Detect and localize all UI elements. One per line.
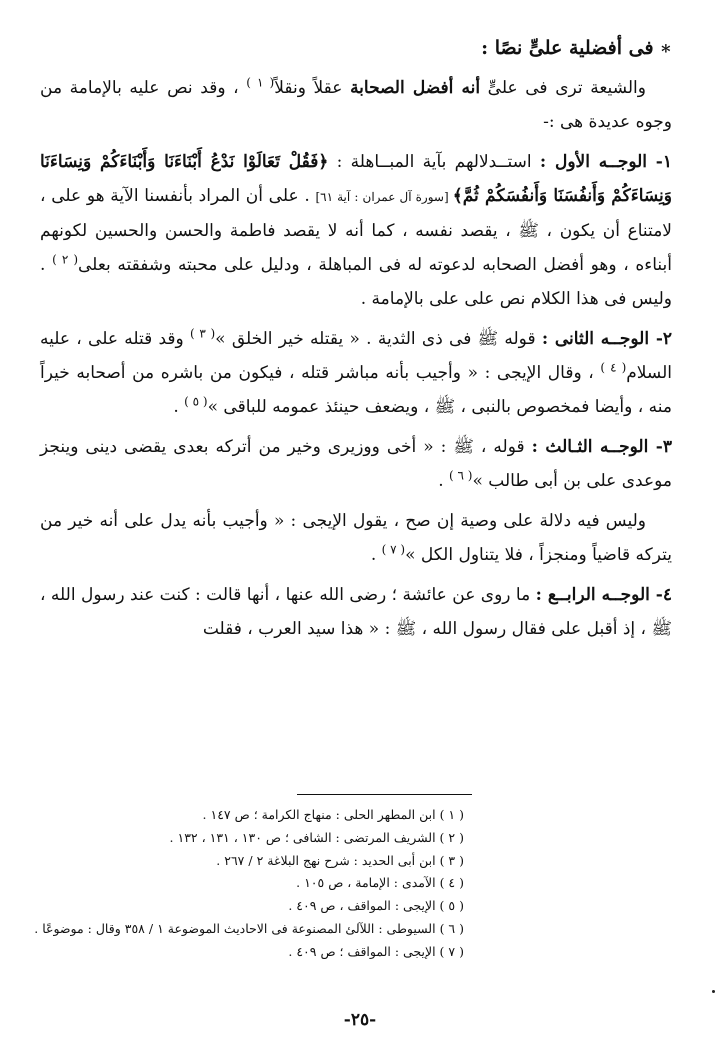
point-lead: ٤- الوجــه الرابــع : — [535, 585, 672, 605]
commentary-paragraph — [40, 504, 672, 572]
intro-emphasis: أنه أفضل الصحابة — [350, 78, 481, 98]
point-text: استــدلالهم بآية المبــاهلة : — [328, 152, 540, 172]
scan-mark — [712, 990, 715, 993]
point-text: . على أن المراد بأنفسنا الآية هو على ، لامتناع أن يكون ، ﷺ ، يقصد نفسه ، كما أنه لا يقصد فاطمة والحسن والحسين لكونهم أبناءه ، وهو أفضل الصحابه لدعوته له فى المباهلة ، ودليل على محبته وشفقته بعلى — [40, 186, 673, 275]
footnote-ref[interactable]: ( ٣ ) — [190, 326, 216, 341]
point-text: . — [173, 397, 185, 417]
footnote-ref[interactable]: ( ٧ ) — [381, 542, 406, 557]
footnote-item: ( ٥ ) الإيجى : المواقف ، ص ٤٠٩ . — [288, 898, 464, 914]
quran-verse: ﴿فَقُلْ تَعَالَوْا نَدْعُ أَبْنَاءَنَا وَأَبْنَاءَكُمْ وَنِسَاءَنَا وَنِسَاءَكُمْ وَأَنفُسَنَا وَأَنفُسَكُمْ ثُمَّ﴾ — [40, 152, 672, 206]
point-lead: ١- الوجــه الأول : — [539, 152, 673, 172]
point-lead: ٢- الوجــه الثانى : — [541, 329, 673, 349]
page-number: -٢٥- — [343, 1010, 377, 1030]
point-text: قوله ، ﷺ : « أخى ووزيرى وخير من أتركه بعدى يقضى دينى وينجز موعدى على بن أبى طالب » — [40, 437, 672, 491]
point-1 — [40, 145, 672, 316]
footnote-item: ( ٦ ) السيوطى : اللآلئ المصنوعة فى الاحاديث الموضوعة ١ / ٣٥٨ وقال : موضوعًا . — [34, 920, 464, 936]
point-2 — [40, 322, 672, 424]
point-text: قوله ﷺ فى ذى الثدية . « يقتله خير الخلق » — [215, 329, 542, 349]
point-text: وقد قتله على ، عليه السلام — [40, 329, 672, 383]
commentary-text: وليس فيه دلالة على وصية إن صح ، يقول الإيجى : « وأجيب بأنه يدل على أنه خير من يتركه قاضياً ومنجزاً ، فلا يتناول الكل » — [40, 511, 672, 565]
footnote-item: ( ٤ ) الآمدى : الإمامة ، ص ١٠٥ . — [296, 875, 464, 891]
footnote-divider — [297, 794, 472, 795]
footnote-ref[interactable]: ( ٥ ) — [184, 394, 208, 409]
intro-text: ، وقد نص عليه بالإمامة من وجوه عديدة هى :- — [40, 78, 672, 132]
footnote-item: ( ١ ) ابن المطهر الحلى : منهاج الكرامة ؛ ص ١٤٧ . — [202, 807, 464, 822]
intro-text: عقلاً ونقلاً — [274, 78, 351, 98]
footnote-ref[interactable]: ( ٦ ) — [449, 468, 473, 483]
section-title: فى أفضلية علىٍّ نصًا : — [481, 37, 654, 59]
point-text: . — [438, 471, 450, 491]
footnote-ref[interactable]: ( ١ ) — [246, 75, 275, 90]
footnotes-list — [34, 804, 464, 964]
commentary-text: . — [370, 545, 382, 565]
point-4 — [40, 578, 672, 646]
point-text: . وليس فى هذا الكلام نص على على بالإمامة . — [40, 255, 672, 309]
point-lead: ٣- الوجــه الثـالث : — [531, 437, 673, 457]
star-mark: ∗ — [659, 38, 672, 59]
point-text: ، وقال الإيجى : « وأجيب بأنه مباشر قتله ، فيكون من باشره من أصحابه خيراً منه ، وأيضا فمخصوص بالنبى ، ﷺ ، ويضعف حينئذ عمومه للباقى » — [40, 363, 672, 417]
footnote-ref[interactable]: ( ٢ ) — [52, 252, 79, 267]
footnote-item: ( ٧ ) الإيجى : المواقف ؛ ص ٤٠٩ . — [288, 943, 464, 959]
point-3 — [40, 430, 672, 498]
intro-text: والشيعة ترى فى علىٍّ — [480, 78, 646, 98]
point-text: ما روى عن عائشة ؛ رضى الله عنها ، أنها قالت : كنت عند رسول الله ، ﷺ ، إذ أقبل على فقال رسول الله ، ﷺ : « هذا سيد العرب ، فقلت — [40, 585, 672, 639]
footnote-ref[interactable]: ( ٤ ) — [600, 360, 627, 375]
intro-paragraph — [40, 71, 672, 139]
footnote-item: ( ٣ ) ابن أبى الحديد : شرح نهج البلاغة ٢ / ٢٦٧ . — [216, 852, 464, 868]
section-heading — [40, 30, 672, 67]
footnote-item: ( ٢ ) الشريف المرتضى : الشافى ؛ ص ١٣٠ ، ١٣١ ، ١٣٢ . — [169, 829, 464, 845]
verse-citation: [سورة آل عمران : آية ٦١] — [315, 190, 453, 204]
